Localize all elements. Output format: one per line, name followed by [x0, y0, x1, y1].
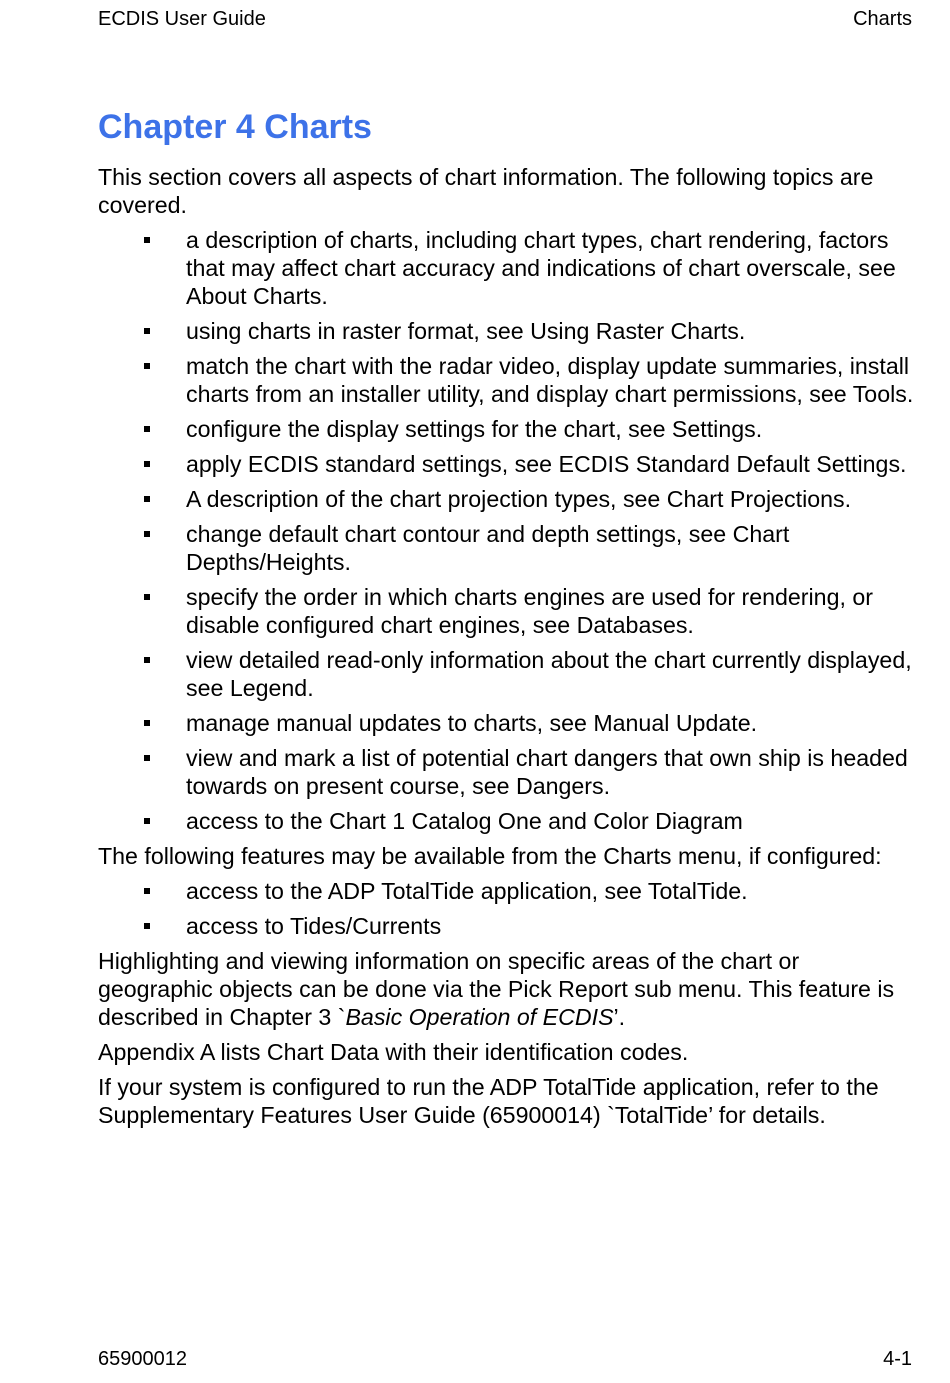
header-document-title: ECDIS User Guide: [98, 8, 266, 30]
topic-item-text: change default chart contour and depth settings, see Chart Depths/Heights.: [186, 521, 790, 575]
square-bullet-icon: [144, 496, 150, 502]
square-bullet-icon: [144, 594, 150, 600]
topic-item-text: specify the order in which charts engines are used for rendering, or disable configured chart engines, see Databases.: [186, 584, 873, 638]
topic-item-text: a description of charts, including chart types, chart rendering, factors that may affect chart accuracy and indications of chart overscale, see About Charts.: [186, 227, 896, 309]
square-bullet-icon: [144, 426, 150, 432]
topic-item-text: view and mark a list of potential chart dangers that own ship is headed towards on present course, see Dangers.: [186, 745, 908, 799]
intro-paragraph: This section covers all aspects of chart information. The following topics are covered.: [98, 164, 874, 218]
totaltide-paragraph: If your system is configured to run the ADP TotalTide application, refer to the Supplementary Features User Guide (65900014) `TotalTide’ for details.: [98, 1074, 879, 1128]
topic-item-text: using charts in raster format, see Using Raster Charts.: [186, 318, 746, 344]
topic-item: [98, 583, 918, 639]
feature-item-text: access to Tides/Currents: [186, 913, 442, 939]
square-bullet-icon: [144, 531, 150, 537]
topic-item: [98, 709, 918, 737]
page-header: [98, 7, 912, 31]
square-bullet-icon: [144, 923, 150, 929]
square-bullet-icon: [144, 755, 150, 761]
topic-item: [98, 646, 918, 702]
square-bullet-icon: [144, 237, 150, 243]
pick-report-paragraph: [98, 947, 918, 1031]
topic-item: [98, 352, 918, 408]
square-bullet-icon: [144, 657, 150, 663]
topic-item-text: match the chart with the radar video, display update summaries, install charts from an installer utility, and display chart permissions, see Tools.: [186, 353, 914, 407]
square-bullet-icon: [144, 818, 150, 824]
topic-item: [98, 415, 918, 443]
chapter-reference: Basic Operation of ECDIS: [345, 1004, 614, 1030]
feature-item: [98, 912, 918, 940]
topic-item-text: manage manual updates to charts, see Manual Update.: [186, 710, 758, 736]
topic-item: [98, 485, 918, 513]
square-bullet-icon: [144, 461, 150, 467]
topic-item: [98, 226, 918, 310]
square-bullet-icon: [144, 363, 150, 369]
topics-list: [98, 226, 918, 835]
feature-item-text: access to the ADP TotalTide application, see TotalTide.: [186, 878, 748, 904]
pick-report-text-end: ’.: [613, 1004, 626, 1030]
topic-item-text: view detailed read-only information about the chart currently displayed, see Legend.: [186, 647, 912, 701]
feature-item: [98, 877, 918, 905]
chapter-body: [98, 163, 918, 1136]
chapter-title: Chapter 4 Charts: [98, 108, 372, 146]
square-bullet-icon: [144, 888, 150, 894]
topic-item: [98, 317, 918, 345]
topic-item-text: A description of the chart projection types, see Chart Projections.: [186, 486, 852, 512]
features-list: [98, 877, 918, 940]
square-bullet-icon: [144, 328, 150, 334]
topic-item: [98, 450, 918, 478]
features-intro-paragraph: The following features may be available from the Charts menu, if configured:: [98, 843, 882, 869]
document-number: 65900012: [98, 1348, 187, 1370]
topic-item-text: configure the display settings for the chart, see Settings.: [186, 416, 763, 442]
page-footer: [98, 1347, 912, 1371]
page-number: 4-1: [883, 1348, 912, 1370]
topic-item: [98, 744, 918, 800]
topic-item: [98, 807, 918, 835]
topic-item: [98, 520, 918, 576]
pick-report-text: Highlighting and viewing information on specific areas of the chart or geographic objects can be done via the Pick Report sub menu. This feature is described in Chapter 3 `: [98, 948, 895, 1030]
topic-item-text: access to the Chart 1 Catalog One and Color Diagram: [186, 808, 743, 834]
header-section-name: Charts: [853, 8, 912, 30]
square-bullet-icon: [144, 720, 150, 726]
topic-item-text: apply ECDIS standard settings, see ECDIS Standard Default Settings.: [186, 451, 907, 477]
appendix-paragraph: Appendix A lists Chart Data with their identification codes.: [98, 1039, 689, 1065]
